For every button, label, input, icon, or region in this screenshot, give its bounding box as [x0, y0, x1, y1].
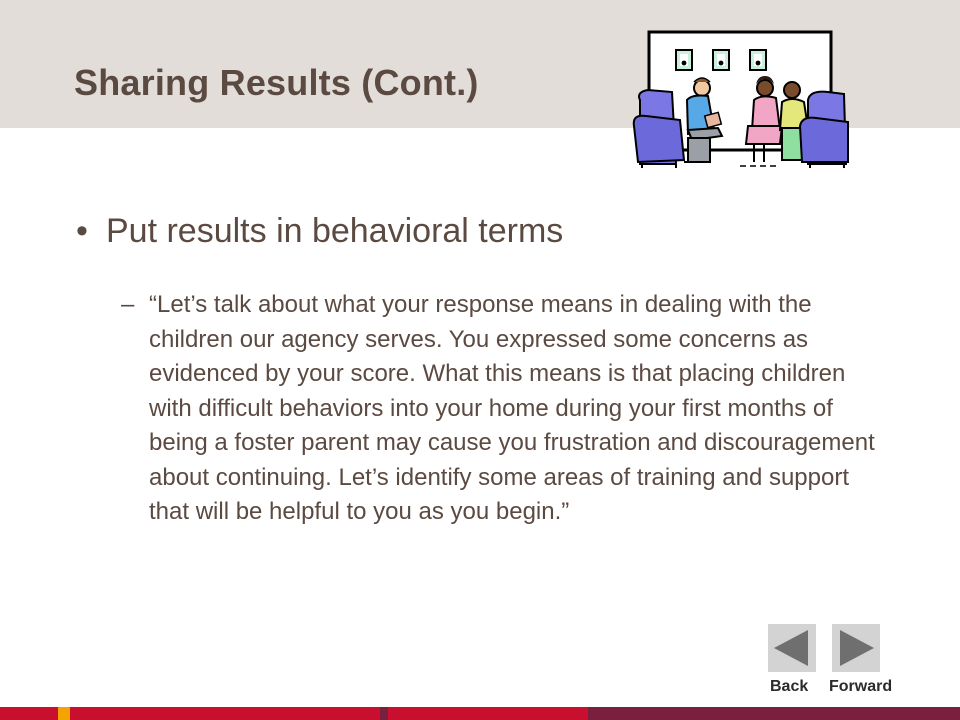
forward-button[interactable]	[832, 624, 880, 672]
bullet-dot-icon: •	[76, 212, 88, 250]
family-meeting-illustration	[632, 30, 852, 172]
back-label[interactable]: Back	[770, 678, 809, 695]
sub-bullet-text: “Let’s talk about what your response means in dealing with the children our agency serves. You expressed some concerns as evidenced by your score. What this means is that placing children with difficult behaviors into your home during your first months of being a foster parent may cause you frustration and discouragement about continuing. Let’s identify some areas of training and support that will be helpful to you as you begin.”	[149, 291, 875, 525]
right-triangle-icon	[832, 624, 880, 672]
sub-bullet-dash: –	[121, 291, 135, 318]
forward-label[interactable]: Forward	[829, 678, 893, 695]
left-triangle-icon	[768, 624, 816, 672]
wall-frames-icon	[676, 50, 766, 70]
back-button[interactable]	[768, 624, 816, 672]
armchair-right-icon	[800, 92, 848, 168]
bullet-text: Put results in behavioral terms	[106, 212, 564, 250]
bullet-item	[76, 212, 563, 251]
sub-bullet	[121, 288, 881, 530]
slide-title: Sharing Results (Cont.)	[74, 62, 479, 103]
bottom-color-bar	[0, 707, 960, 720]
